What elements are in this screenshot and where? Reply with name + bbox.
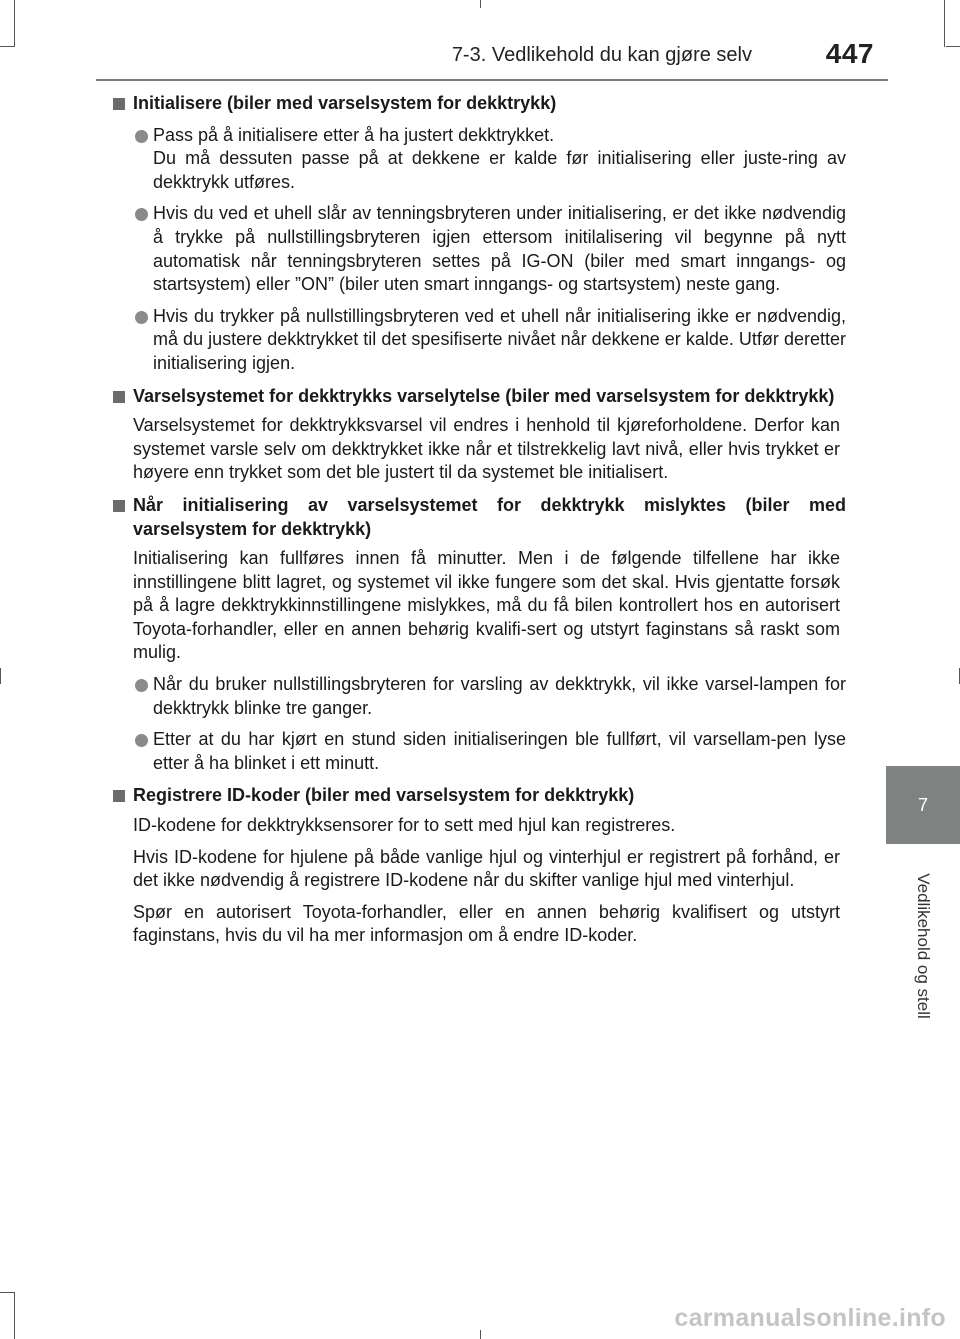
list-item	[112, 202, 846, 296]
crop-mark	[0, 1292, 14, 1293]
paragraph: Initialisering kan fullføres innen få minutter. Men i de følgende tilfellene har ikke innstillingene blitt lagret, og systemet vil ikke fungere som det skal. Hvis gjentatte forsøk på å lagre dekktrykkinnstillingene mislykkes, må du få bilen kontrollert hos en autorisert Toyota-forhandler, eller en annen behørig kvalifi-sert og utstyrt faginstans så raskt som mulig.	[133, 548, 840, 663]
bullet-text: Pass på å initialisere etter å ha justert dekktrykket.	[153, 124, 555, 145]
section-heading: Registrere ID-koder (biler med varselsystem for dekktrykk)	[112, 784, 846, 808]
paragraph: Spør en autorisert Toyota-forhandler, eller en annen behørig kvalifisert og utstyrt faginstans, hvis du vil ha mer informasjon om å endre ID-koder.	[133, 901, 840, 946]
page-number: 447	[825, 38, 874, 69]
section-heading: Når initialisering av varselsystemet for dekktrykk mislyktes (biler med varselsystem for dekktrykk)	[112, 494, 846, 541]
chapter-tab	[886, 766, 960, 844]
circle-bullet-icon	[135, 734, 148, 747]
list-item	[112, 124, 846, 195]
square-bullet-icon	[113, 790, 125, 802]
page-header	[0, 0, 960, 80]
page-content	[112, 92, 846, 948]
list-item	[112, 728, 846, 775]
bullet-text: Hvis du trykker på nullstillingsbryteren ved et uhell når initialisering ikke er nødvendig, må du justere dekktrykket til det spesifiserte nivået når dekkene er kalde. Utfør deretter initialisering igjen.	[153, 305, 846, 373]
square-bullet-icon	[113, 98, 125, 110]
crop-mark	[0, 668, 1, 684]
bullet-text: Etter at du har kjørt en stund siden initialiseringen ble fullført, vil varsellam-pen lyse etter å ha blinket i ett minutt.	[153, 729, 846, 773]
circle-bullet-icon	[135, 311, 148, 324]
circle-bullet-icon	[135, 208, 148, 221]
list-item	[112, 673, 846, 720]
crop-mark	[480, 1330, 481, 1339]
section-title: 7-3. Vedlikehold du kan gjøre selv	[451, 44, 752, 66]
square-bullet-icon	[113, 391, 125, 403]
bullet-text: Hvis du ved et uhell slår av tenningsbryteren under initialisering, er det ikke nødvendig å trykke på nullstillingsbryteren igjen ettersom initilalisering vil begynne på nytt automatisk når tenningsbryteren settes på IG-ON (biler med smart inngangs- og startsystem) eller ”ON” (biler uten smart inngangs- og startsystem) neste gang.	[153, 203, 846, 295]
paragraph: Varselsystemet for dekktrykksvarsel vil endres i henhold til kjøreforholdene. Derfor kan systemet varsle selv om dekktrykket ikke når et tilstrekkelig lavt nivå, eller hvis trykket er høyere enn trykket som det ble justert til da systemet ble initialisert.	[133, 415, 840, 483]
bullet-text: Når du bruker nullstillingsbryteren for varsling av dekktrykk, vil ikke varsel-lampen for dekktrykk blinke tre ganger.	[153, 674, 846, 718]
list-item	[112, 305, 846, 376]
chapter-title: Vedlikehold og stell	[914, 873, 933, 1019]
circle-bullet-icon	[135, 679, 148, 692]
paragraph: Hvis ID-kodene for hjulene på både vanlige hjul og vinterhjul er registrert på forhånd, er det ikke nødvendig å registrere ID-kodene når du skifter vanlige hjul med vinterhjul.	[133, 846, 840, 891]
watermark[interactable]: carmanualsonline.info	[674, 1304, 946, 1332]
section-heading: Initialisere (biler med varselsystem for dekktrykk)	[112, 92, 846, 116]
circle-bullet-icon	[135, 130, 148, 143]
header-divider	[96, 79, 888, 81]
chapter-number: 7	[917, 795, 928, 815]
paragraph: ID-kodene for dekktrykksensorer for to sett med hjul kan registreres.	[133, 815, 676, 836]
square-bullet-icon	[113, 500, 125, 512]
section-heading: Varselsystemet for dekktrykks varselytelse (biler med varselsystem for dekktrykk)	[112, 385, 846, 409]
bullet-text: Du må dessuten passe på at dekkene er kalde før initialisering eller juste-ring av dekktrykk utføres.	[153, 148, 846, 192]
crop-mark	[14, 1292, 15, 1339]
